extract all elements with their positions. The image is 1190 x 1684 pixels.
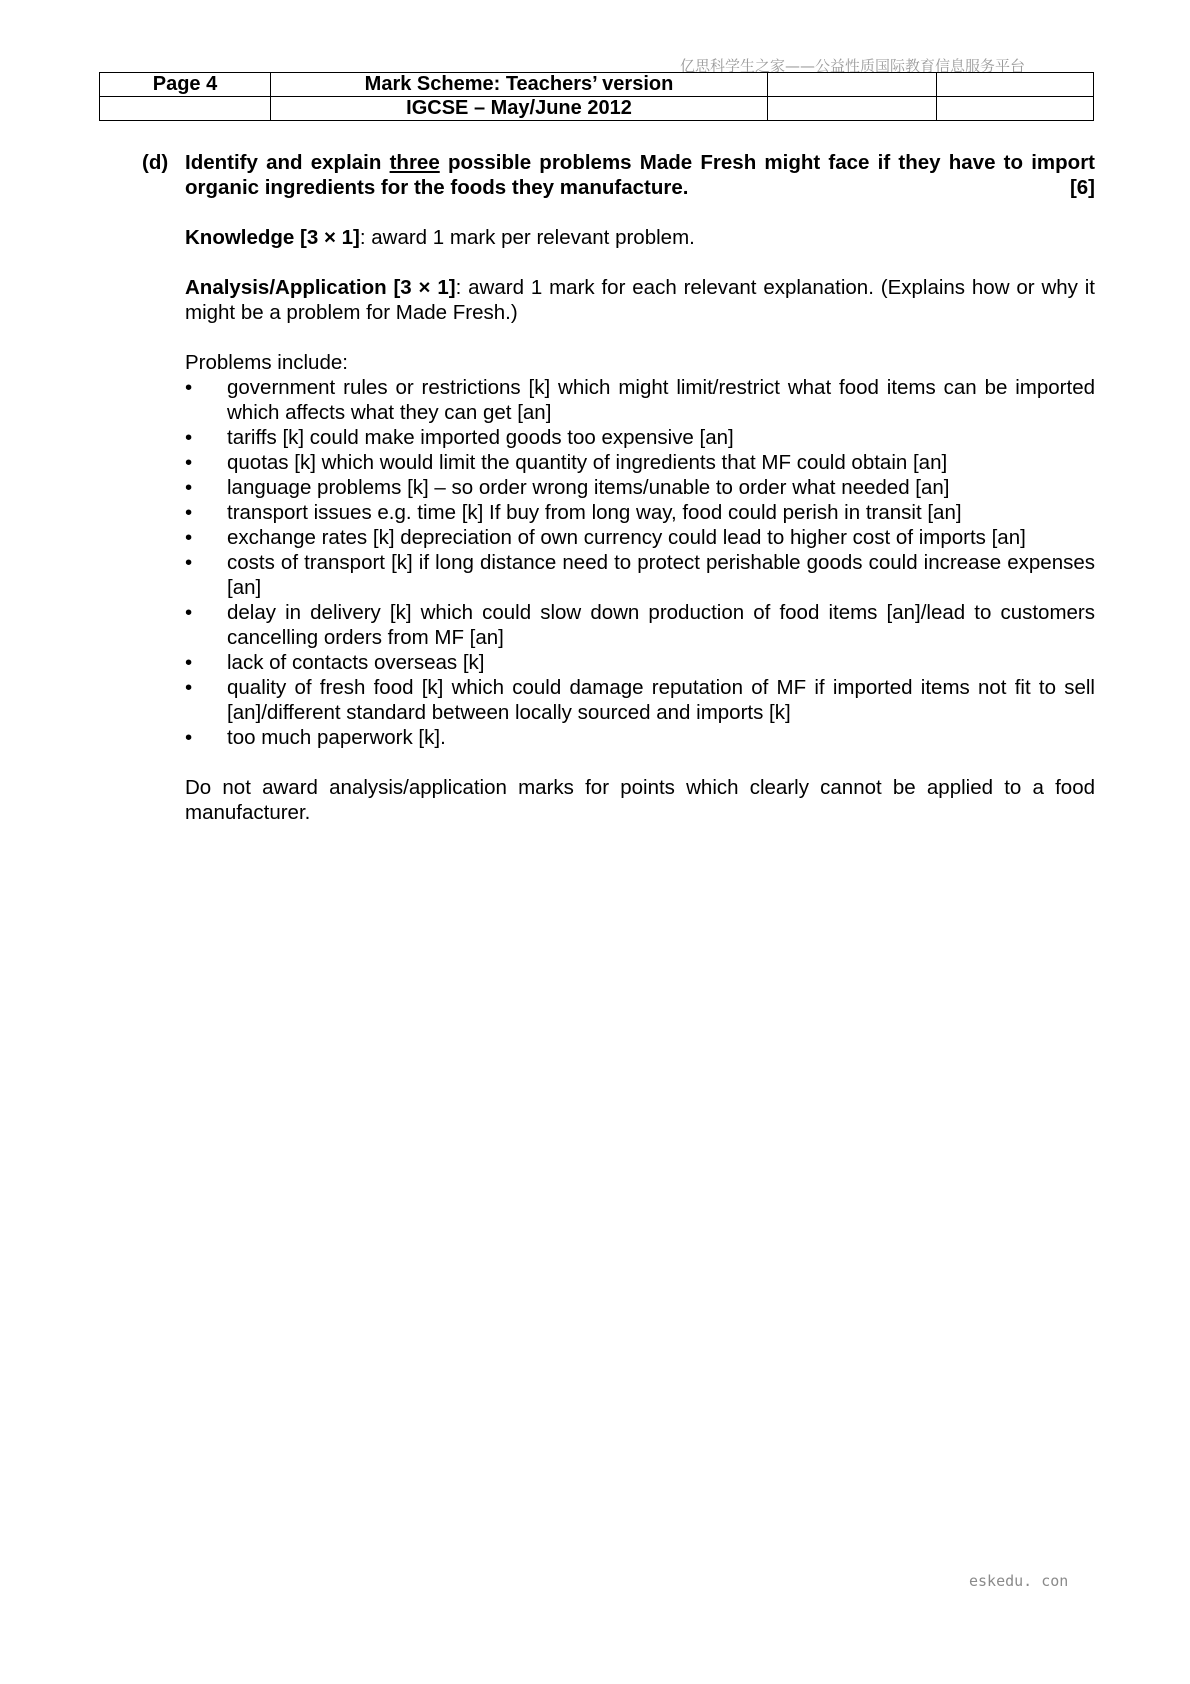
bullet-icon: • (185, 376, 193, 399)
bullet-icon: • (185, 601, 193, 624)
bullet-icon: • (185, 426, 193, 449)
question-label: (d) (142, 151, 169, 174)
list-item: • exchange rates [k] depreciation of own currency could lead to higher cost of imports [an] (185, 526, 1026, 549)
bullet-icon: • (185, 526, 193, 549)
header-blank-cell (937, 97, 1094, 121)
list-item: • quotas [k] which would limit the quantity of ingredients that MF could obtain [an] (185, 451, 948, 474)
list-item: • transport issues e.g. time [k] If buy from long way, food could perish in transit [an] (185, 501, 962, 524)
bullet-icon: • (185, 451, 193, 474)
list-item: • costs of transport [k] if long distance need to protect perishable goods could increase expenses [an] (185, 551, 1095, 599)
exam-session: IGCSE – May/June 2012 (271, 97, 768, 121)
marking-note: Do not award analysis/application marks for points which clearly cannot be applied to a food manufacturer. (185, 776, 1095, 824)
bullet-icon: • (185, 551, 193, 574)
list-item: • government rules or restrictions [k] which might limit/restrict what food items can be imported which affects what they can get [an] (185, 376, 1095, 424)
document-title: Mark Scheme: Teachers’ version (271, 73, 768, 97)
header-blank-cell (768, 73, 937, 97)
problems-heading: Problems include: (185, 351, 348, 374)
list-item: • language problems [k] – so order wrong items/unable to order what needed [an] (185, 476, 950, 499)
list-item: • lack of contacts overseas [k] (185, 651, 485, 674)
header-blank-cell (768, 97, 937, 121)
list-item: • quality of fresh food [k] which could damage reputation of MF if imported items not fit to sell [an]/different standard between locally sourced and imports [k] (185, 676, 1095, 724)
emphasis-three: three (389, 151, 440, 174)
knowledge-criteria: Knowledge [3 × 1]: award 1 mark per relevant problem. (185, 226, 695, 249)
list-item: • tariffs [k] could make imported goods too expensive [an] (185, 426, 734, 449)
watermark-top: 亿思科学生之家——公益性质国际教育信息服务平台 (680, 57, 1026, 75)
page-number: Page 4 (100, 73, 271, 97)
watermark-bottom: eskedu. con (969, 1572, 1069, 1590)
list-item: • too much paperwork [k]. (185, 726, 446, 749)
question-text: Identify and explain three possible problems Made Fresh might face if they have to import organic ingredients for the foods they manufacture. [6] (185, 151, 1095, 199)
bullet-icon: • (185, 676, 193, 699)
bullet-icon: • (185, 651, 193, 674)
header-table (99, 72, 1094, 121)
header-blank-cell (937, 73, 1094, 97)
mark-scheme-content (142, 150, 1095, 825)
bullet-icon: • (185, 726, 193, 749)
analysis-criteria: Analysis/Application [3 × 1]: award 1 mark for each relevant explanation. (Explains how or why it might be a problem for Made Fresh.) (185, 276, 1095, 324)
question-marks: [6] (1069, 176, 1095, 199)
problems-list (185, 375, 1095, 750)
header-blank-cell (100, 97, 271, 121)
list-item: • delay in delivery [k] which could slow down production of food items [an]/lead to customers cancelling orders from MF [an] (185, 601, 1095, 649)
bullet-icon: • (185, 501, 193, 524)
bullet-icon: • (185, 476, 193, 499)
